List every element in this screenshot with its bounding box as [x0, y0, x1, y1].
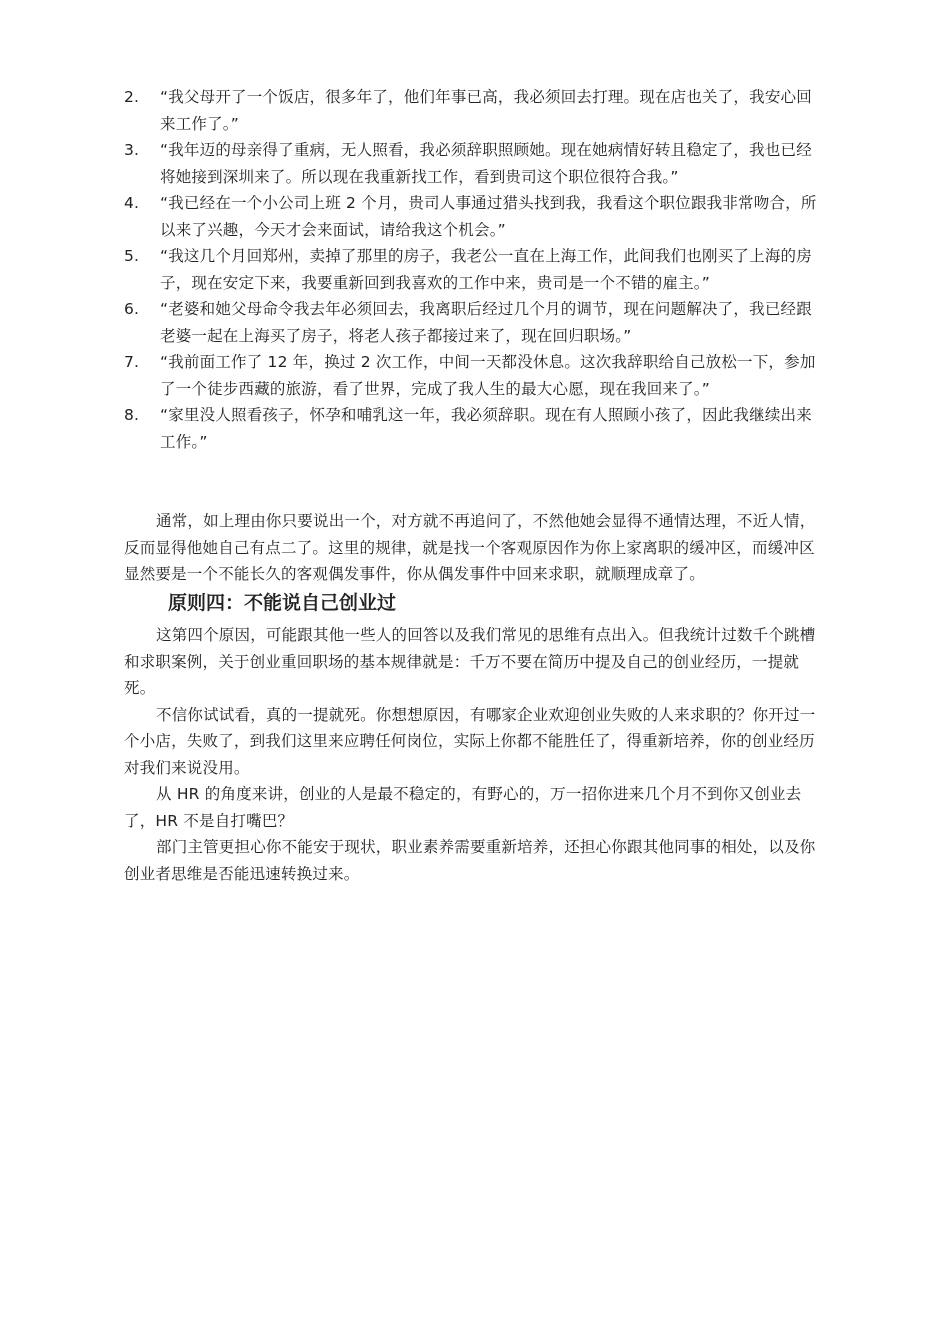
list-item — [124, 137, 824, 190]
list-text: “我父母开了一个饭店，很多年了，他们年事已高，我必须回去打理。现在店也关了，我安心回来工作了。” — [160, 88, 812, 133]
list-item — [124, 349, 824, 402]
list-number: 5. — [124, 247, 140, 265]
list-text: “我这几个月回郑州，卖掉了那里的房子，我老公一直在上海工作，此间我们也刚买了上海的房子，现在安定下来，我要重新回到我喜欢的工作中来，贵司是一个不错的雇主。” — [160, 247, 812, 292]
list-item — [124, 402, 824, 455]
list-item — [124, 190, 824, 243]
section-body — [124, 622, 826, 887]
list-text: “我已经在一个小公司上班 2 个月，贵司人事通过猎头找到我，我看这个职位跟我非常吻合，所以来了兴趣，今天才会来面试，请给我这个机会。” — [160, 194, 817, 239]
list-item — [124, 84, 824, 137]
reasons-list — [124, 84, 824, 455]
list-number: 4. — [124, 194, 140, 212]
list-number: 7. — [124, 353, 140, 371]
list-text: “家里没人照看孩子，怀孕和哺乳这一年，我必须辞职。现在有人照顾小孩了，因此我继续出来工作。” — [160, 406, 812, 451]
summary-block — [124, 508, 824, 588]
list-item — [124, 296, 824, 349]
summary-paragraph: 通常，如上理由你只要说出一个，对方就不再追问了，不然他她会显得不通情达理，不近人情，反而显得他她自己有点二了。这里的规律，就是找一个客观原因作为你上家离职的缓冲区，而缓冲区显然要是一个不能长久的客观偶发事件，你从偶发事件中回来求职，就顺理成章了。 — [124, 512, 816, 583]
list-item — [124, 243, 824, 296]
body-paragraph: 不信你试试看，真的一提就死。你想想原因，有哪家企业欢迎创业失败的人来求职的？你开过一个小店，失败了，到我们这里来应聘任何岗位，实际上你都不能胜任了，得重新培养，你的创业经历对我们来说没用。 — [124, 705, 816, 777]
list-text: “老婆和她父母命令我去年必须回去，我离职后经过几个月的调节，现在问题解决了，我已经跟老婆一起在上海买了房子，将老人孩子都接过来了，现在回归职场。” — [160, 300, 812, 345]
section-heading: 原则四：不能说自己创业过 — [168, 592, 397, 614]
list-number: 2. — [124, 88, 140, 106]
body-paragraph: 部门主管更担心你不能安于现状，职业素养需要重新培养，还担心你跟其他同事的相处，以及你创业者思维是否能迅速转换过来。 — [124, 838, 816, 883]
list-number: 8. — [124, 406, 140, 424]
list-text: “我前面工作了 12 年，换过 2 次工作，中间一天都没休息。这次我辞职给自己放松一下，参加了一个徒步西藏的旅游，看了世界，完成了我人生的最大心愿，现在我回来了。” — [160, 353, 816, 398]
list-number: 6. — [124, 300, 140, 318]
body-paragraph: 这第四个原因，可能跟其他一些人的回答以及我们常见的思维有点出入。但我统计过数千个跳槽和求职案例，关于创业重回职场的基本规律就是：千万不要在简历中提及自己的创业经历，一提就死。 — [124, 626, 816, 697]
body-paragraph: 从 HR 的角度来讲，创业的人是最不稳定的，有野心的，万一招你进来几个月不到你又创业去了，HR 不是自打嘴巴？ — [124, 785, 802, 830]
list-text: “我年迈的母亲得了重病，无人照看，我必须辞职照顾她。现在她病情好转且稳定了，我也已经将她接到深圳来了。所以现在我重新找工作，看到贵司这个职位很符合我。” — [160, 141, 812, 186]
list-number: 3. — [124, 141, 140, 159]
